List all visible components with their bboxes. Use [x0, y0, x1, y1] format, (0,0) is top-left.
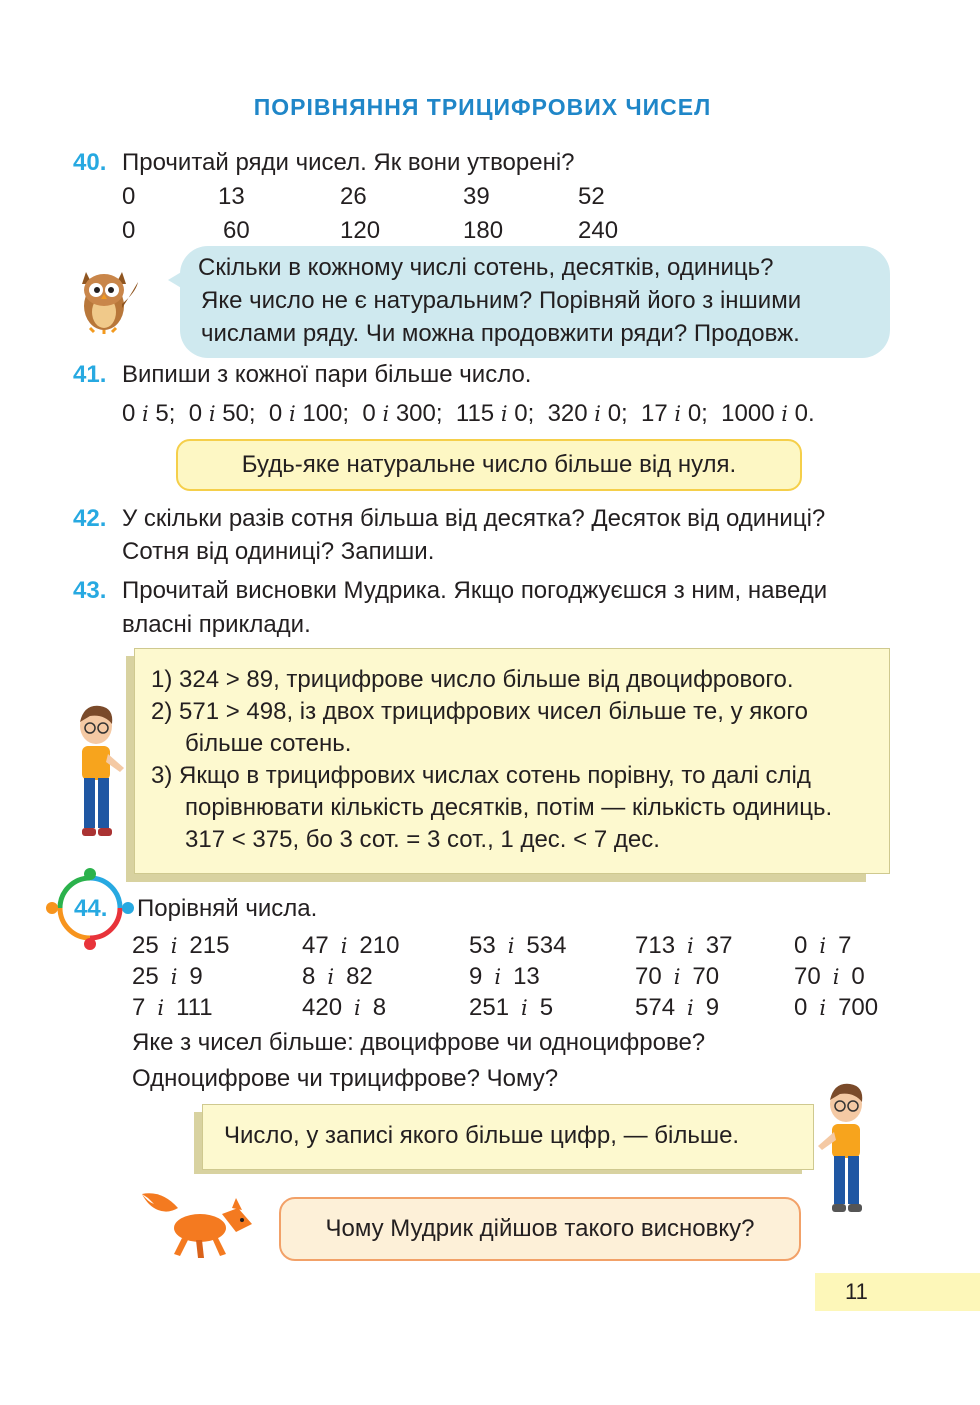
exercise-42	[73, 503, 106, 535]
exercise-43	[73, 575, 106, 607]
boy-mudryk-illustration	[74, 702, 130, 842]
comparison-pair: 25 і 215	[132, 932, 230, 959]
exercise-44-text: Порівняй числа.	[137, 895, 318, 922]
exercise-41-text: Випиши з кожної пари більше число.	[122, 361, 532, 388]
comparison-pair: 0 і 7	[794, 932, 852, 959]
pair: 0 і 50;	[188, 400, 256, 427]
pair: 0 і 5;	[122, 400, 176, 427]
pair: 1000 і 0.	[721, 400, 815, 427]
note-line: більше сотень.	[185, 730, 352, 757]
exercise-43-line: власні приклади.	[122, 611, 311, 638]
number-row-1-cell: 52	[578, 183, 605, 210]
exercise-43-line: Прочитай висновки Мудрика. Якщо погоджуєшся з ним, наведи	[122, 577, 828, 604]
comparison-pair: 0 і 700	[794, 994, 879, 1021]
exercise-number: 40.	[73, 149, 107, 176]
exercise-number: 41.	[73, 361, 107, 388]
page-number-badge	[815, 1273, 980, 1311]
comparison-pair: 47 і 210	[302, 932, 400, 959]
bubble-line: числами ряду. Чи можна продовжити ряди? Продовж.	[201, 320, 800, 347]
comparison-pair: 25 і 9	[132, 963, 203, 990]
pair: 320 і 0;	[547, 400, 628, 427]
comparison-pair: 9 і 13	[469, 963, 540, 990]
pair: 17 і 0;	[641, 400, 708, 427]
exercise-42-line: Сотня від одиниці? Запиши.	[122, 538, 435, 565]
number-row-1-cell: 39	[463, 183, 490, 210]
page-number: 11	[845, 1279, 868, 1304]
bubble-line: Скільки в кожному числі сотень, десятків, одиниць?	[198, 254, 774, 281]
comparison-pair: 53 і 534	[469, 932, 567, 959]
question-line: Одноцифрове чи трицифрове? Чому?	[132, 1065, 559, 1092]
number-row-1-cell: 26	[340, 183, 367, 210]
comparison-pair: 713 і 37	[635, 932, 733, 959]
note-line: 317 < 375, бо 3 сот. = 3 сот., 1 дес. < 7 дес.	[185, 826, 660, 853]
exercise-41	[73, 359, 106, 391]
pair: 0 і 300;	[362, 400, 443, 427]
exercise-44	[74, 893, 107, 925]
conclusion-note-text: Число, у записі якого більше цифр, — більше.	[224, 1122, 740, 1149]
exercise-42-line: У скільки разів сотня більша від десятка? Десяток від одиниці?	[122, 505, 826, 532]
comparison-pair: 574 і 9	[635, 994, 720, 1021]
pair-list	[122, 398, 815, 430]
fox-illustration	[138, 1188, 260, 1262]
note-line: 2) 571 > 498, із двох трицифрових чисел більше те, у якого	[151, 698, 808, 725]
rule-box: Будь-яке натуральне число більше від нуля.	[176, 439, 802, 491]
bubble-line: Яке число не є натуральним? Порівняй його з іншими	[201, 287, 802, 314]
note-line: 3) Якщо в трицифрових числах сотень порівну, то далі слід	[151, 762, 811, 789]
exercise-40	[73, 147, 106, 179]
number-row-2-cell: 120	[340, 217, 381, 244]
comparison-pair: 251 і 5	[469, 994, 554, 1021]
comparison-pair: 7 і 111	[132, 994, 213, 1021]
note-line: порівнювати кількість десятків, потім — кількість одиниць.	[185, 794, 833, 821]
number-row-1-cell: 0	[122, 183, 136, 210]
note-line: 1) 324 > 89, трицифрове число більше від двоцифрового.	[151, 666, 794, 693]
number-row-2-cell: 0	[122, 217, 136, 244]
number-row-2-cell: 180	[463, 217, 504, 244]
comparison-pair: 8 і 82	[302, 963, 373, 990]
exercise-number: 42.	[73, 505, 107, 532]
comparison-grid	[132, 932, 902, 1028]
number-row-2-cell: 240	[578, 217, 619, 244]
exercise-number: 44.	[74, 895, 108, 922]
fox-question-box: Чому Мудрик дійшов такого висновку?	[279, 1197, 801, 1261]
pair: 115 і 0;	[455, 400, 535, 427]
boy-mudryk-illustration	[812, 1080, 872, 1218]
question-line: Яке з чисел більше: двоцифрове чи одноцифрове?	[132, 1029, 706, 1056]
comparison-pair: 420 і 8	[302, 994, 387, 1021]
comparison-pair: 70 і 70	[635, 963, 720, 990]
exercise-number: 43.	[73, 577, 107, 604]
comparison-pair: 70 і 0	[794, 963, 865, 990]
owl-illustration	[70, 262, 142, 334]
number-row-2-cell: 60	[223, 217, 250, 244]
pair: 0 і 100;	[268, 400, 350, 427]
exercise-40-text: Прочитай ряди чисел. Як вони утворені?	[122, 149, 575, 176]
page-title: ПОРІВНЯННЯ ТРИЦИФРОВИХ ЧИСЕЛ	[253, 94, 712, 120]
number-row-1-cell: 13	[218, 183, 245, 210]
